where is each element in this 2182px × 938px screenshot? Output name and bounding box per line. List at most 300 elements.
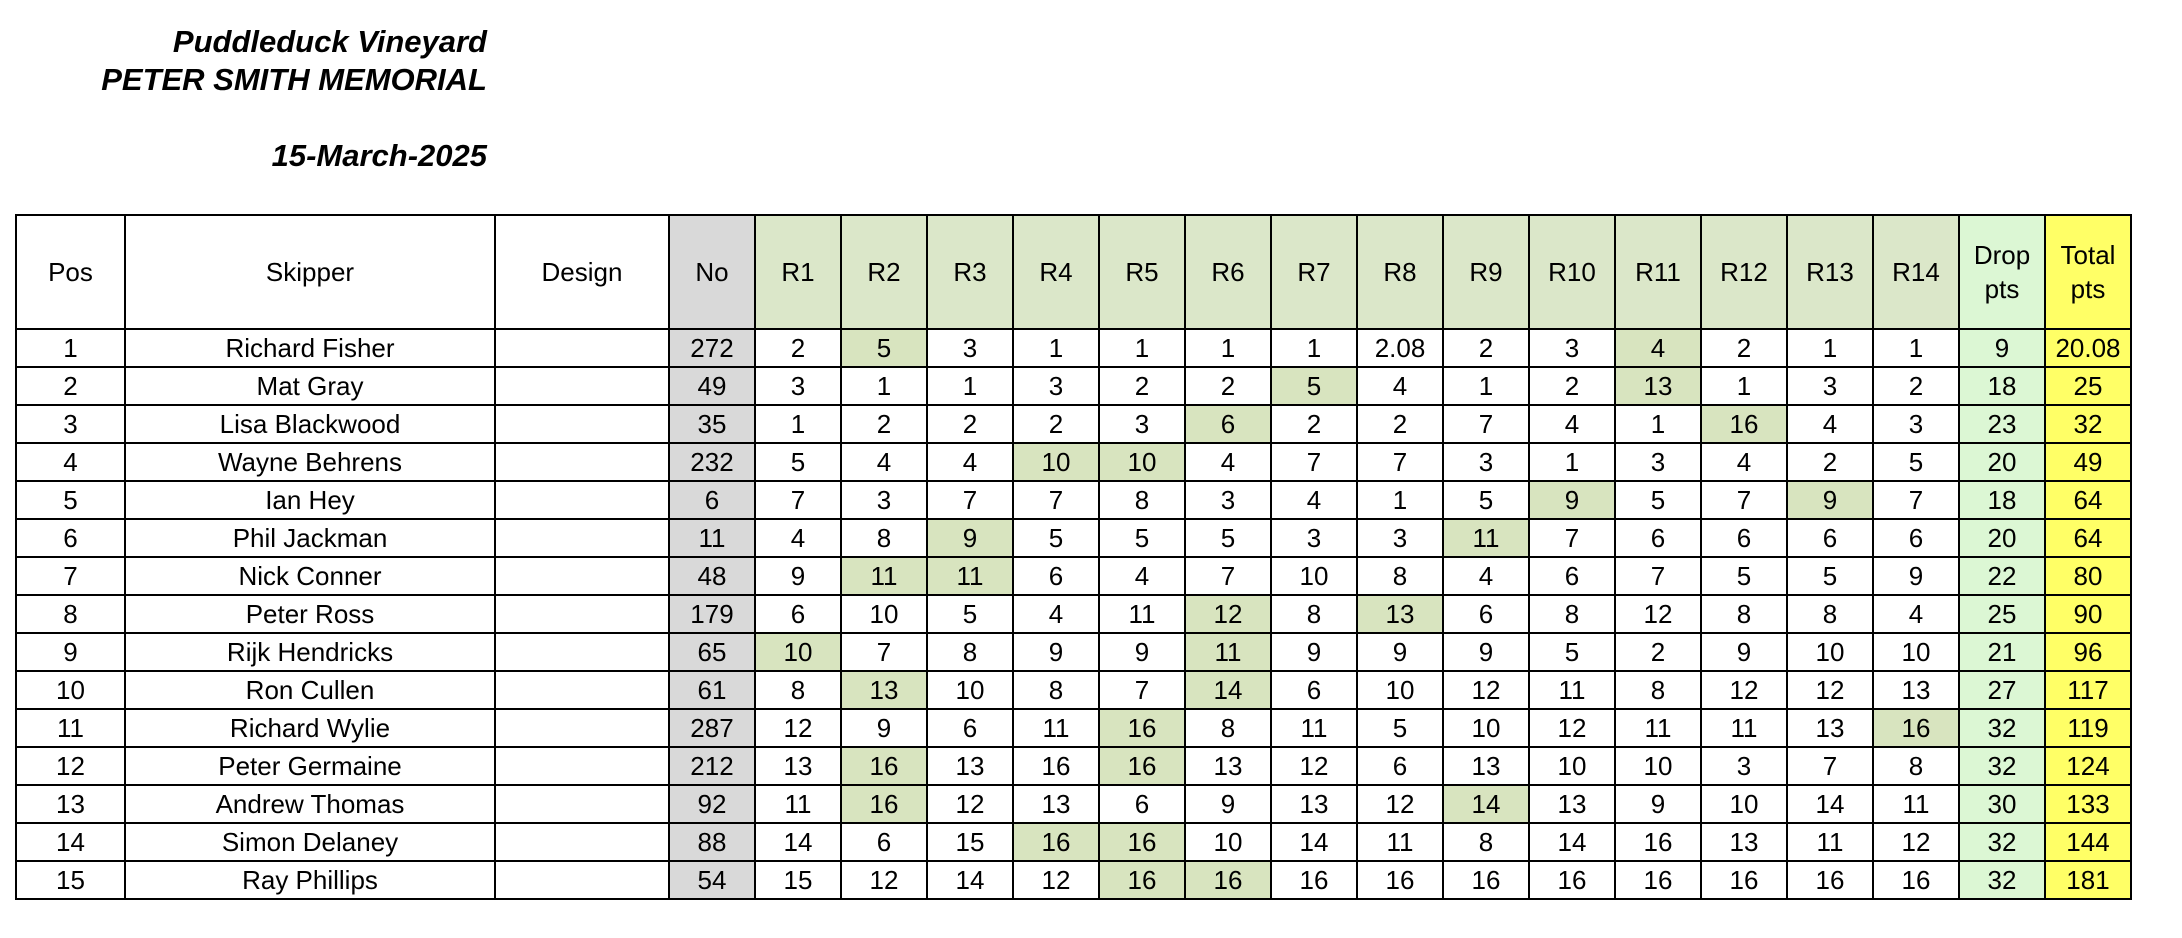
dropped-race-score-cell: 9 [927, 519, 1013, 557]
header-race-6: R6 [1185, 215, 1271, 329]
table-row [16, 823, 2131, 861]
race-score-cell: 2 [1529, 367, 1615, 405]
race-score-cell: 13 [1271, 785, 1357, 823]
race-score-cell: 3 [1013, 367, 1099, 405]
race-score-cell: 16 [1615, 823, 1701, 861]
race-score-cell: 4 [1271, 481, 1357, 519]
position-cell: 2 [16, 367, 125, 405]
header-race-7: R7 [1271, 215, 1357, 329]
dropped-race-score-cell: 11 [841, 557, 927, 595]
header-drop-line1: Drop [1973, 240, 2031, 270]
race-score-cell: 6 [1529, 557, 1615, 595]
table-row [16, 595, 2131, 633]
table-row [16, 861, 2131, 899]
race-score-cell: 9 [1443, 633, 1529, 671]
design-cell [495, 405, 669, 443]
race-score-cell: 4 [1873, 595, 1959, 633]
sail-number-cell: 272 [669, 329, 755, 367]
dropped-race-score-cell: 11 [927, 557, 1013, 595]
race-score-cell: 2 [1271, 405, 1357, 443]
race-score-cell: 9 [1099, 633, 1185, 671]
drop-points-cell: 21 [1959, 633, 2045, 671]
race-score-cell: 1 [1873, 329, 1959, 367]
position-cell: 4 [16, 443, 125, 481]
race-score-cell: 10 [1873, 633, 1959, 671]
total-points-cell: 90 [2045, 595, 2131, 633]
race-score-cell: 1 [755, 405, 841, 443]
drop-points-cell: 32 [1959, 709, 2045, 747]
race-score-cell: 4 [1357, 367, 1443, 405]
race-score-cell: 6 [1615, 519, 1701, 557]
race-score-cell: 8 [1701, 595, 1787, 633]
race-score-cell: 6 [1271, 671, 1357, 709]
table-row [16, 481, 2131, 519]
race-score-cell: 13 [1701, 823, 1787, 861]
header-race-2: R2 [841, 215, 927, 329]
race-score-cell: 13 [1443, 747, 1529, 785]
race-score-cell: 3 [841, 481, 927, 519]
race-score-cell: 2 [1357, 405, 1443, 443]
race-score-cell: 3 [1185, 481, 1271, 519]
race-score-cell: 9 [755, 557, 841, 595]
position-cell: 14 [16, 823, 125, 861]
race-score-cell: 10 [1185, 823, 1271, 861]
skipper-cell: Richard Wylie [125, 709, 495, 747]
drop-points-cell: 32 [1959, 823, 2045, 861]
race-score-cell: 12 [1357, 785, 1443, 823]
race-score-cell: 1 [1443, 367, 1529, 405]
total-points-cell: 117 [2045, 671, 2131, 709]
race-score-cell: 10 [1271, 557, 1357, 595]
table-header-row [16, 215, 2131, 329]
design-cell [495, 785, 669, 823]
race-score-cell: 1 [1185, 329, 1271, 367]
race-score-cell: 1 [841, 367, 927, 405]
race-score-cell: 9 [1271, 633, 1357, 671]
drop-points-cell: 30 [1959, 785, 2045, 823]
race-score-cell: 4 [1529, 405, 1615, 443]
race-score-cell: 10 [1701, 785, 1787, 823]
sail-number-cell: 287 [669, 709, 755, 747]
race-score-cell: 2 [1701, 329, 1787, 367]
dropped-race-score-cell: 10 [1099, 443, 1185, 481]
sail-number-cell: 35 [669, 405, 755, 443]
race-score-cell: 13 [927, 747, 1013, 785]
position-cell: 9 [16, 633, 125, 671]
race-score-cell: 2.08 [1357, 329, 1443, 367]
dropped-race-score-cell: 16 [841, 747, 927, 785]
race-score-cell: 12 [1701, 671, 1787, 709]
race-score-cell: 11 [1701, 709, 1787, 747]
dropped-race-score-cell: 16 [841, 785, 927, 823]
race-score-cell: 2 [927, 405, 1013, 443]
race-score-cell: 5 [1443, 481, 1529, 519]
race-score-cell: 14 [755, 823, 841, 861]
race-score-cell: 9 [1873, 557, 1959, 595]
skipper-cell: Nick Conner [125, 557, 495, 595]
header-race-12: R12 [1701, 215, 1787, 329]
race-score-cell: 1 [1701, 367, 1787, 405]
race-score-cell: 11 [1013, 709, 1099, 747]
race-score-cell: 12 [1787, 671, 1873, 709]
race-score-cell: 1 [1271, 329, 1357, 367]
sail-number-cell: 11 [669, 519, 755, 557]
skipper-cell: Peter Ross [125, 595, 495, 633]
header-race-5: R5 [1099, 215, 1185, 329]
race-score-cell: 11 [1615, 709, 1701, 747]
race-score-cell: 16 [1357, 861, 1443, 899]
dropped-race-score-cell: 14 [1443, 785, 1529, 823]
position-cell: 10 [16, 671, 125, 709]
race-score-cell: 11 [1357, 823, 1443, 861]
race-score-cell: 12 [1013, 861, 1099, 899]
race-score-cell: 16 [1529, 861, 1615, 899]
race-score-cell: 3 [1873, 405, 1959, 443]
race-score-cell: 14 [1529, 823, 1615, 861]
position-cell: 15 [16, 861, 125, 899]
header-total-pts [2045, 215, 2131, 329]
race-score-cell: 7 [1787, 747, 1873, 785]
race-score-cell: 3 [1271, 519, 1357, 557]
position-cell: 5 [16, 481, 125, 519]
race-score-cell: 4 [1787, 405, 1873, 443]
race-score-cell: 8 [1013, 671, 1099, 709]
header-total-line1: Total [2060, 240, 2116, 270]
dropped-race-score-cell: 16 [1099, 823, 1185, 861]
race-score-cell: 8 [841, 519, 927, 557]
race-score-cell: 12 [841, 861, 927, 899]
race-score-cell: 8 [1529, 595, 1615, 633]
sail-number-cell: 48 [669, 557, 755, 595]
race-score-cell: 12 [1615, 595, 1701, 633]
race-score-cell: 2 [1873, 367, 1959, 405]
race-score-cell: 4 [755, 519, 841, 557]
race-score-cell: 9 [1185, 785, 1271, 823]
race-score-cell: 11 [1873, 785, 1959, 823]
race-score-cell: 10 [1787, 633, 1873, 671]
drop-points-cell: 25 [1959, 595, 2045, 633]
race-score-cell: 6 [927, 709, 1013, 747]
race-score-cell: 7 [1357, 443, 1443, 481]
race-score-cell: 3 [1615, 443, 1701, 481]
total-points-cell: 80 [2045, 557, 2131, 595]
race-score-cell: 5 [927, 595, 1013, 633]
race-score-cell: 16 [1271, 861, 1357, 899]
race-score-cell: 5 [1357, 709, 1443, 747]
race-score-cell: 8 [1357, 557, 1443, 595]
race-score-cell: 13 [1185, 747, 1271, 785]
race-score-cell: 1 [1357, 481, 1443, 519]
race-score-cell: 2 [1185, 367, 1271, 405]
table-row [16, 633, 2131, 671]
race-score-cell: 6 [1443, 595, 1529, 633]
race-score-cell: 10 [1529, 747, 1615, 785]
dropped-race-score-cell: 10 [1013, 443, 1099, 481]
total-points-cell: 124 [2045, 747, 2131, 785]
race-score-cell: 3 [1099, 405, 1185, 443]
race-score-cell: 2 [1443, 329, 1529, 367]
header-race-11: R11 [1615, 215, 1701, 329]
race-score-cell: 9 [841, 709, 927, 747]
dropped-race-score-cell: 16 [1099, 861, 1185, 899]
drop-points-cell: 18 [1959, 367, 2045, 405]
dropped-race-score-cell: 9 [1529, 481, 1615, 519]
total-points-cell: 181 [2045, 861, 2131, 899]
race-score-cell: 10 [841, 595, 927, 633]
race-score-cell: 4 [841, 443, 927, 481]
race-score-cell: 4 [1443, 557, 1529, 595]
race-score-cell: 11 [1099, 595, 1185, 633]
sail-number-cell: 6 [669, 481, 755, 519]
design-cell [495, 861, 669, 899]
race-score-cell: 13 [1787, 709, 1873, 747]
race-score-cell: 16 [1615, 861, 1701, 899]
drop-points-cell: 18 [1959, 481, 2045, 519]
total-points-cell: 119 [2045, 709, 2131, 747]
race-score-cell: 8 [1443, 823, 1529, 861]
race-score-cell: 7 [841, 633, 927, 671]
race-score-cell: 4 [927, 443, 1013, 481]
skipper-cell: Ron Cullen [125, 671, 495, 709]
total-points-cell: 20.08 [2045, 329, 2131, 367]
table-row [16, 785, 2131, 823]
position-cell: 13 [16, 785, 125, 823]
table-row [16, 557, 2131, 595]
race-score-cell: 1 [927, 367, 1013, 405]
header-total-line2: pts [2070, 274, 2106, 304]
race-score-cell: 2 [755, 329, 841, 367]
table-row [16, 671, 2131, 709]
position-cell: 7 [16, 557, 125, 595]
table-row [16, 329, 2131, 367]
dropped-race-score-cell: 16 [1099, 747, 1185, 785]
event-title: PETER SMITH MEMORIAL [101, 62, 487, 97]
header-sail-no: No [669, 215, 755, 329]
race-score-cell: 13 [1529, 785, 1615, 823]
race-score-cell: 6 [1873, 519, 1959, 557]
race-score-cell: 5 [1873, 443, 1959, 481]
drop-points-cell: 9 [1959, 329, 2045, 367]
race-score-cell: 3 [755, 367, 841, 405]
results-body [16, 329, 2131, 899]
race-score-cell: 7 [1443, 405, 1529, 443]
race-score-cell: 6 [1701, 519, 1787, 557]
race-score-cell: 12 [1443, 671, 1529, 709]
skipper-cell: Ian Hey [125, 481, 495, 519]
skipper-cell: Lisa Blackwood [125, 405, 495, 443]
header-race-3: R3 [927, 215, 1013, 329]
design-cell [495, 671, 669, 709]
header-drop-line2: pts [1984, 274, 2020, 304]
race-score-cell: 15 [755, 861, 841, 899]
design-cell [495, 595, 669, 633]
race-score-cell: 9 [1357, 633, 1443, 671]
race-score-cell: 10 [1443, 709, 1529, 747]
race-score-cell: 5 [1787, 557, 1873, 595]
race-score-cell: 13 [755, 747, 841, 785]
race-score-cell: 12 [1271, 747, 1357, 785]
drop-points-cell: 22 [1959, 557, 2045, 595]
sail-number-cell: 54 [669, 861, 755, 899]
race-score-cell: 9 [1615, 785, 1701, 823]
skipper-cell: Phil Jackman [125, 519, 495, 557]
header-race-1: R1 [755, 215, 841, 329]
race-score-cell: 3 [1787, 367, 1873, 405]
race-score-cell: 7 [1615, 557, 1701, 595]
race-score-cell: 3 [927, 329, 1013, 367]
race-score-cell: 8 [1271, 595, 1357, 633]
skipper-cell: Peter Germaine [125, 747, 495, 785]
dropped-race-score-cell: 4 [1615, 329, 1701, 367]
race-score-cell: 7 [1099, 671, 1185, 709]
sail-number-cell: 61 [669, 671, 755, 709]
total-points-cell: 96 [2045, 633, 2131, 671]
race-score-cell: 2 [1099, 367, 1185, 405]
position-cell: 12 [16, 747, 125, 785]
dropped-race-score-cell: 5 [1271, 367, 1357, 405]
race-score-cell: 12 [927, 785, 1013, 823]
race-score-cell: 5 [1615, 481, 1701, 519]
race-score-cell: 8 [1615, 671, 1701, 709]
total-points-cell: 49 [2045, 443, 2131, 481]
race-score-cell: 5 [1529, 633, 1615, 671]
race-score-cell: 1 [1529, 443, 1615, 481]
race-score-cell: 12 [1529, 709, 1615, 747]
sail-number-cell: 212 [669, 747, 755, 785]
race-score-cell: 6 [755, 595, 841, 633]
dropped-race-score-cell: 13 [1615, 367, 1701, 405]
drop-points-cell: 27 [1959, 671, 2045, 709]
race-score-cell: 5 [1701, 557, 1787, 595]
race-score-cell: 13 [1873, 671, 1959, 709]
race-score-cell: 11 [1529, 671, 1615, 709]
drop-points-cell: 32 [1959, 747, 2045, 785]
sail-number-cell: 49 [669, 367, 755, 405]
race-score-cell: 8 [755, 671, 841, 709]
drop-points-cell: 32 [1959, 861, 2045, 899]
dropped-race-score-cell: 6 [1185, 405, 1271, 443]
race-score-cell: 1 [1615, 405, 1701, 443]
race-score-cell: 2 [1787, 443, 1873, 481]
header-race-14: R14 [1873, 215, 1959, 329]
table-row [16, 405, 2131, 443]
race-score-cell: 8 [1185, 709, 1271, 747]
race-score-cell: 6 [841, 823, 927, 861]
sail-number-cell: 179 [669, 595, 755, 633]
skipper-cell: Simon Delaney [125, 823, 495, 861]
total-points-cell: 144 [2045, 823, 2131, 861]
dropped-race-score-cell: 16 [1185, 861, 1271, 899]
dropped-race-score-cell: 11 [1185, 633, 1271, 671]
design-cell [495, 443, 669, 481]
skipper-cell: Andrew Thomas [125, 785, 495, 823]
dropped-race-score-cell: 16 [1099, 709, 1185, 747]
position-cell: 11 [16, 709, 125, 747]
position-cell: 1 [16, 329, 125, 367]
dropped-race-score-cell: 13 [841, 671, 927, 709]
header-drop-pts [1959, 215, 2045, 329]
dropped-race-score-cell: 9 [1787, 481, 1873, 519]
total-points-cell: 133 [2045, 785, 2131, 823]
header-design: Design [495, 215, 669, 329]
race-score-cell: 13 [1013, 785, 1099, 823]
sail-number-cell: 232 [669, 443, 755, 481]
race-score-cell: 5 [755, 443, 841, 481]
race-score-cell: 1 [1099, 329, 1185, 367]
design-cell [495, 823, 669, 861]
race-score-cell: 11 [1271, 709, 1357, 747]
table-row [16, 367, 2131, 405]
race-score-cell: 7 [1873, 481, 1959, 519]
design-cell [495, 633, 669, 671]
race-score-cell: 12 [755, 709, 841, 747]
race-score-cell: 5 [1013, 519, 1099, 557]
race-score-cell: 10 [927, 671, 1013, 709]
dropped-race-score-cell: 14 [1185, 671, 1271, 709]
race-score-cell: 5 [1185, 519, 1271, 557]
race-score-cell: 5 [1099, 519, 1185, 557]
dropped-race-score-cell: 11 [1443, 519, 1529, 557]
header-race-9: R9 [1443, 215, 1529, 329]
race-score-cell: 6 [1357, 747, 1443, 785]
race-score-cell: 3 [1443, 443, 1529, 481]
race-score-cell: 4 [1013, 595, 1099, 633]
dropped-race-score-cell: 12 [1185, 595, 1271, 633]
dropped-race-score-cell: 13 [1357, 595, 1443, 633]
race-score-cell: 2 [1615, 633, 1701, 671]
total-points-cell: 32 [2045, 405, 2131, 443]
race-score-cell: 16 [1787, 861, 1873, 899]
race-score-cell: 1 [1013, 329, 1099, 367]
sail-number-cell: 92 [669, 785, 755, 823]
dropped-race-score-cell: 16 [1873, 709, 1959, 747]
header-race-8: R8 [1357, 215, 1443, 329]
design-cell [495, 557, 669, 595]
race-score-cell: 8 [1873, 747, 1959, 785]
race-score-cell: 7 [1185, 557, 1271, 595]
table-row [16, 519, 2131, 557]
dropped-race-score-cell: 5 [841, 329, 927, 367]
race-score-cell: 2 [1013, 405, 1099, 443]
race-score-cell: 16 [1873, 861, 1959, 899]
skipper-cell: Rijk Hendricks [125, 633, 495, 671]
race-score-cell: 15 [927, 823, 1013, 861]
table-row [16, 747, 2131, 785]
total-points-cell: 25 [2045, 367, 2131, 405]
race-score-cell: 2 [841, 405, 927, 443]
drop-points-cell: 23 [1959, 405, 2045, 443]
race-score-cell: 10 [1615, 747, 1701, 785]
design-cell [495, 709, 669, 747]
header-race-10: R10 [1529, 215, 1615, 329]
race-score-cell: 9 [1701, 633, 1787, 671]
header-race-13: R13 [1787, 215, 1873, 329]
drop-points-cell: 20 [1959, 443, 2045, 481]
position-cell: 3 [16, 405, 125, 443]
race-score-cell: 6 [1099, 785, 1185, 823]
design-cell [495, 367, 669, 405]
race-score-cell: 12 [1873, 823, 1959, 861]
race-score-cell: 11 [755, 785, 841, 823]
header-race-4: R4 [1013, 215, 1099, 329]
race-score-cell: 6 [1013, 557, 1099, 595]
header-pos: Pos [16, 215, 125, 329]
race-score-cell: 16 [1701, 861, 1787, 899]
race-score-cell: 7 [1271, 443, 1357, 481]
race-score-cell: 3 [1529, 329, 1615, 367]
race-score-cell: 1 [1787, 329, 1873, 367]
race-score-cell: 16 [1443, 861, 1529, 899]
